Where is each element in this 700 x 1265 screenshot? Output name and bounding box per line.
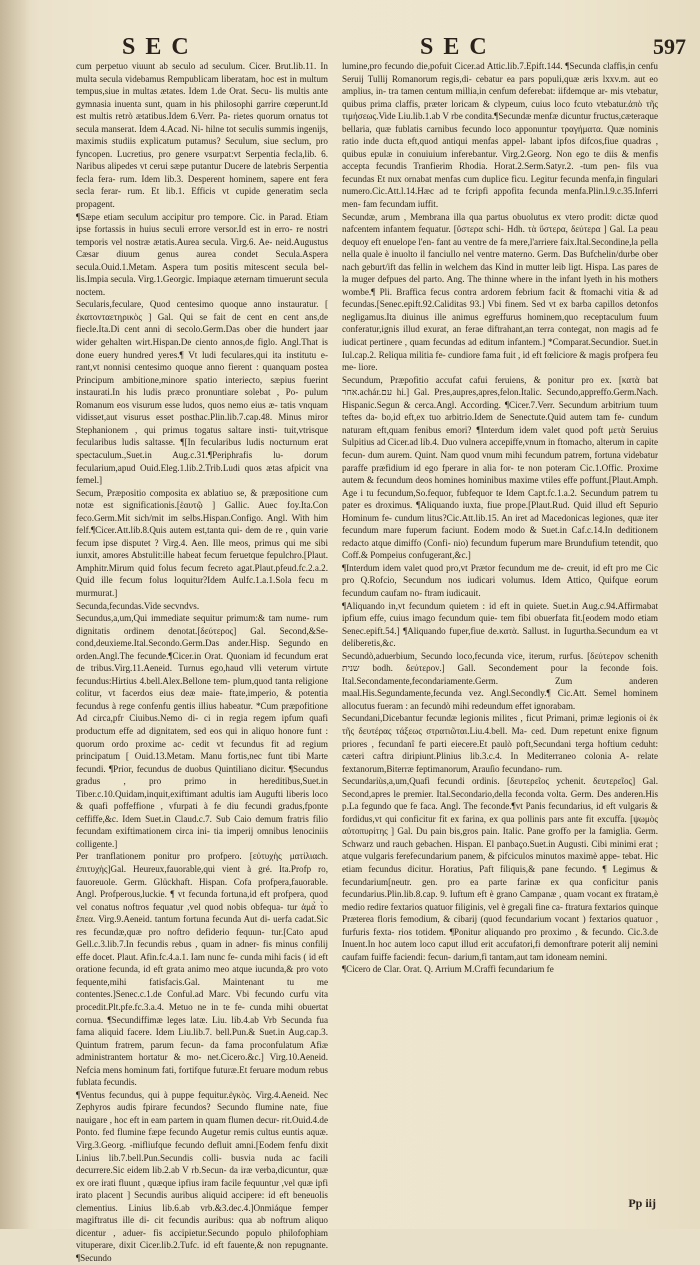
entry-paragraph: Secundò,aduerbium, Secundo loco,fecunda vice, iterum, rurfus. [δεύτερον schenith שנית bodh. δεύτερον.] Gall. Secondement pour la feconde fois. Ital.Secondamente,fecondariamente.Germ. Zum anderen maal.His.Segundamente,fecunda vez. Angl.Secondly.¶ Cic.Att. Semel hominem allocutus fueram : an fecundò mihi redeundum effet ignorabam. bbox=[342, 650, 658, 711]
page-number: 597 bbox=[653, 34, 686, 59]
entry-paragraph: Secundæ, arum , Membrana illa qua partus obuolutus ex vtero prodit: dictæ quod nafcentem infantem fequatur. [ὕστερα schi- Hdh. τὰ ὕστερα, δεύτερα ] Gal. La peau dequoy eft enuelope l'en- fant au ventre de fa mere,l'arriere faix.Ital.Secondine,la pella nella quale è inuolto il fanciullo nel ventre materno. Germ. Das Bufchelin/durbe ober nach geburt/ift das fellin in welchem das Kind in mutter leib ligt. Hispa. Las pares de la muger defpues del parto. Ang. The thinne where in the infant lyeth in his mothers wombe.¶ Pli. Braffica fecus contra ardorem febrium facit & ftomachi vitia & ad fecundas.[Senec.epift.92.Caliditas 93.] Vbi finem. Sed vt ex barba capillos detonfos negligamus.Ita diuinus ille animus egreffurus hominem,quo receptaculum fuum conferatur,ignis illud exurat, an ferae diftrahant,an terra contegat, non magis ad fe iudicat pertinere , quam fecundas ad editum infantem.] *Comparat.Secundior. Suet.in Iul.cap.2. Reliqua militia fe- cundiore fama fuit , id eft fœliciore & magis profpera feu me- liore. bbox=[342, 211, 658, 373]
entry-paragraph: ¶Ventus fecundus, qui à puppe fequitur.ἐγκὸς. Virg.4.Aeneid. Nec Zephyros audis fpirare fecundos? Secundo flumine nate, fiue nauigare , hoc eft in eam partem in quam flumen decur- rit.Ouid.4.de Ponto. fed flumine fæpe fecundo Augetur remis cultus euntis aquæ. Virg.3.Georg. -mifliufque fecundo defluit amni.[Eodem fenfu dixit Linius lib.7.bell.Pun.Secundis colli- busvia nuda ac facili decurrere.Sic eidem lib.2.ab V rb.Secun- da iræ verba,dicuntur, quæ ex ore irati fluunt , quæque ipfius iram facile fequuntur ,vel quæ ipfi irato placent ] Secundis auribus aliquid accipere: id eft beneuolis clementius. Linius lib.6.ab vrb.&3.dec.4.]Onmiáque femper magiftratus ille di- cit fecundis auribus: qua ab noftrum aliquo dicentur , aduer- fis accipietur.Secundo populo philofophiam vituperare, dixit Cicer.lib.2.Tufc. id eft fauente,& non repugnante. ¶Secundo bbox=[76, 1089, 328, 1263]
entry-paragraph: Secundariùs,a,um,Quafi fecundi ordinis. [δευτερεῖος ychenit. δευτερεῖος] Gal. Second,apres le premier. Ital.Secondario,della feconda volta. Germ. Des anderen.His p.La fegundo que fe faca. Angl. The feconde.¶vt Panis fecundarius, id eft vulgaris & fordidus,vt qui conficitur fit ex farina, ex qua pollinis pars ante fit excuffa. [ψωμὸς αὐτοπυρίτης ] Gal. Du pain bis,gros pain. Italic. Pane groffo per la famiglia. Germ. Schwarz und rauch gebachen. Hispan. El panbaço.Suet.in Augusti. Cibi minimi erat ; atque vulgaris ferefecundarium panem, & pifciculos minutos maximè appe- tebat. Hic etiam fecundus dicitur. Horatius, Paft filiquis,& pane fecundo. ¶ Legimus & fecundarium[neutr. gen. pro ea parte farinæ ex qua conficitur panis fecundarius.Plin.lib.8.cap. 9. Iuftum eft è grano Campanæ , quam vocant ex ftratam,è medio redire fextarios quatuor filiginis, vel è gregali fine ca- ftratura fextarios quinque Præterea floris femodium, & cibarij (quod fecundarium vocant ) fextarios quatuor , furfuris fexta- rios totidem. ¶Ponitur aliquando pro proximo , & fecundo. Cic.3.de Inuent.In hoc autem loco caput illud erit accufatori,fi demonftrare poterit alij nemini caufam fuiffe faciendi: fecun- darium,fi tantam,aut tam idoneam nemini. bbox=[342, 776, 658, 962]
entry-paragraph: lumine,pro fecundo die,pofuit Cicer.ad Attic.lib.7.Epift.144. ¶Secunda claffis,in cenfu Seruij Tullij Romanorum regis,di- cebatur ea pars populi,quæ æris lxxv.m. aut eo amplius, in- tra tamen centum millia,in cenfum deferebat: iifdemque ar- mis vtebatur, quibus prima claffis, præter loricam & clypeum, cuius loco fcuto vtebatur.ἀπὸ τῆς τιμήσεως.Vide Liu.lib.1.ab V rbe condita.¶Secundæ menfæ dicuntur fructus,cæteraque bellaria, quæ fublatis carnibus fecundo loco apponuntur τραγήματα. Quæ nominis ratio inde ducta eft,quod antiqui menfas appel- labant ipfos difcos,fiue quadras , quibus epulæ in conuiuium inferebantur. Virg.2.Georg. Non ego te diis & menfis accepta fecundis Tranfierim Rhodia. Horat.2.Serm.Satyr.2. -tum pen- fils vua fecundas Et nux ornabat menfas cum duplice ficu. Legitur fecunda menfa,in fingulari numero.Cic.Att.l.14.Hæc ad te fcripfi appofita fecunda menfa.Plin.l.9.c.35.Inferri men- fam fecundam iuffit. bbox=[342, 61, 658, 210]
entry-paragraph: Per tranflationem ponitur pro profpero. [εὐτυχὴς ματίλιαch. ἐπιτυχὴς]Gal. Heureux,fauorable,qui vient à gré. Ita.Profp ro, fauoreuole. Germ. Glückhaft. Hispan. Cofa profpera,fauorable. Angl. Profperous,luckie. ¶ vt fecunda fortuna,id eft profpera, quod vel conatus noftros fequatur ,vel quod nobis obfequa- tur ἀμὰ̀ τ̀ο ἕπεα. Virg.9.Aeneid. tantum fortuna fecunda Aut di- uerfa cadat.Sic res fecundæ,quæ pro noftro defiderio fequun- tur.[Cato apud Gell.c.3.lib.7.In fecundis rebus , quam in adner- fis minus confilij effe docet. Plaut. Afin.fc.4.a.1. Iam nunc fe- cunda mihi facis ( id eft oratione fecunda, id eft grata animo meo atque iucunda,& pro voto fequente,mihi fatisfacis.Gal. Maintenant tu me contentes.]Senec.c.1.de Conful.ad Marc. Vbi fecundo curfu vita procedit.Plt.pfe.fc.3.a.4. Metuo ne in te fe- cunda mihi obuertat cornua. ¶Secundiffimæ leges latæ. Liu. lib.4.ab Vrb Secunda fua fama aliquid facere. Idem Liu.lib.7. bell.Pun.& Suet.in Aug.cap.3. Quintum fratrem, parum fecun- da fama proconfulatum Afiæ administrantem hortatur & mo- net.Cicero.&c.] Virg.10.Aeneid. Nefcia mens hominum fati, fortifque futuræ.Et feruare modum rebus fublata fecundis. bbox=[76, 851, 328, 1088]
entry-paragraph: ¶Aliquando in,vt fecundum quietem : id eft in quiete. Suet.in Aug.c.94.Affirmabat ipfium effe, cuius imago fecundum quie- tem fibi obuerfata fit.[eodem modo etiam Senec.epift.54.] ¶Aliquando fuper,fiue de.κατὰ. Sallust. in Iugurtha.Secundum ea vt deliberetis,&c. bbox=[342, 600, 658, 649]
running-head-left: SEC bbox=[122, 34, 199, 60]
entry-paragraph: Secunda,fecundas.Vide secvndvs. bbox=[76, 600, 200, 611]
entry-paragraph: Secundum, Præpofitio accufat cafui feruiens, & ponitur pro ex. [κατὰ bat אחר.achár.עם hi.] Gal. Pres,aupres,apres,felon.Italic. Secundo,appreffo.Germ.Nach. Hispanic.Segun & cerca.Angl. According. ¶Cicer.7.Verr. Secundum arbitrium tuum teftes da- bo,id eft,ex tuo arbitrio.Idem de Senectute.Quid autem tam fe- cundum naturam eft,quam fenibus emori? ¶Interdum idem valet quod poft μετὰ Seruius Sulpitius ad Cicer.ad lib.4. Duo vulnera accepiffe,vnum in ftomacho, alterum in capite fecun- dum aurem. Quint. Nam quod vnum mihi fecundum patrem, fortuna videbatur paraffe præfidium id ego fperare in alia for- te non poteram Cic.1.Offic. Proxime autem & fecundum deos homines hominibus maxime vtiles effe poffunt.[Plaut.Amph. Age i tu fecundum,So.fequor, fubfequor te Idem Capt.fc.1.a.2. Secundum patrem tu pater es droximus. ¶Aliquando iuxta, fiue prope.[Plaut.Rud. Quid illud eft Sepurio Hominum fe- cundum litus?Cic.Att.lib.15. An iret ad Macedonicas legiones, quæ iter fecundum mare fuperum faciunt. Eodem modo & Suet.in Caf.c.14.In deditionem redacto atque dimiffo (Confi- nio) fecundum fuperum mare Brundufium tetendit, quo Coff.& Pompeius confugerant,&c.] bbox=[342, 374, 658, 561]
entry-paragraph: Secundani,Dicebantur fecundæ legionis milites , ficut Primani, primæ legionis οἱ ἐκ τῆς δευτέρας τάξεως στρατιῶται.Liu.4.bell. Ma- ced. Dum repetunt enixe fignum priores , fecundanî fe parti eiecere.Et paulò poft,Secundani terga hoftium ceduht: cæteri caftra diripiunt.Plinius lib.3.c.4. In Mediterraneo colonia A- relate fextanorum,Biterræ feptimanorum, Arauſio fecundano- rum. bbox=[342, 713, 658, 774]
entry-paragraph: ¶Interdum idem valet quod pro,vt Prætor fecundum me de- creuit, id eft pro me Cic pro Q.Rofcio, Secundum nos iudicari volumus. Idem Attico, Quifque eorum fecundum caufam no- ftram iudicauit. bbox=[342, 562, 658, 598]
gutter-shadow bbox=[0, 0, 30, 1229]
left-column bbox=[76, 60, 328, 1263]
entry-paragraph: Secum, Præpositio composita ex ablatiuo se, & præpositione cum notæ est significationis.[ἑαυτῷ ] Gallic. Auec foy.Ita.Con feco.Germ.Mit sich/mit im selbs.Hispan.Configo. Angl. With him felf.¶Cicer.Att.lib.8.Quis autem est,tanta qui- dem de re , quin varie fecum ipse disputet ? Virg.4. Aen. Ille meos, primus qui me sibi iunxit, amores Abstulit:ille habeat fecum feruetque fepulchro.[Plaut. Amphitr.Mirum quid folus fecum fecreto agat.Plaut.pfeud.fc.2.a.2. Quid ille fecum folus loquitur?Idem Aulfc.1.a.1.Sola fecu m murmurat.] bbox=[76, 487, 328, 598]
entry-paragraph: Secundus,a,um,Qui immediate sequitur primum:& tam nume- rum dignitatis ordinem denotat.[δεύτερος] Gal. Second,&Se- cond,deuxieme.Ital.Secondo.Germ.Das ander.Hisp. Segundo en orden.Angl.The fecunde.¶Cicer.in Orat. Quoniam id fecundum erat de tribus.Virg.11.Aeneid. Turnus ego,haud vlli veterum virtute fecundus:Hirtius 4.bell.Alex.Bellone tem- plum,quod tanta religione colitur, vt facerdos eius deæ maie- ftate,imperio, & potentia fecundus à rege confenfu gentis illius habeatur. *Cum præpofitione Ad circa,pfr Ciuibus.Nemo di- ci in regia regem ipfum quafi productum effe ad dignitatem, sed eos qui in aliquo honore funt : quorum ordo proxime ac- cedit vt fecundus fit ad regium principatum [ Ouid.13.Metam. Manu fortis,nec funt tibi Marte fecundi. ¶Prior, fecundus de duobus Quintiliano dicitur. ¶Secundus gradus , pro primo in hereditibus,Suet.in Tiber.c.10.Quidam,inquit,exiftimant adultis iam Augufti liberis loco & quafi poffeffione , vfurpati à fe diu fecundi gradus,fponte ceffiffe,&c. Idem Suet.in Claud.c.7. Sub Caio demum fratris filio fecundam exiftimationem circa ini- tia imperij omnibus lenociniis colligente.] bbox=[76, 613, 328, 849]
right-column bbox=[342, 60, 658, 1190]
entry-paragraph: cum perpetuo viuunt ab seculo ad seculum. Cicer. Brut.lib.11. In multa secula videbamus Rempublicam liberatam, hoc est in multum tempus,siue in multas ætates. Idem 1.de Orat. Secu- lis multis ante gymnasia inuenta sunt, quam in his philosophi garrire cœperunt.Id est multis retrò ætatibus.Idem 6.Verr. Pa- rietes quorum ornatus tot secula manserat. Idem 4.Acad. Ni- hilne tot seculis summis ingenijs, maximis studiis explicatum putamus? Seculum, siue seclum, pro fyncopen. Lucretius, pro genere vsurpat:vt Serpentia fecla,lib. 6. Naribus alipedes vt cerui sæpe putantur Ducere de latebris Serpentia fecla fera- rum. Idem lib.3. Desperent hominem, sapere ent fera secla ferar- rum. Et lib.1. Efficis vt cupide generatim secla propagent. bbox=[76, 61, 328, 210]
signature-mark: Pp iij bbox=[628, 1196, 656, 1210]
running-head-right: SEC bbox=[420, 34, 497, 60]
entry-paragraph: ¶Cicero de Clar. Orat. Q. Arrium M.Craffi fecundarium fe bbox=[342, 964, 554, 975]
entry-paragraph: ¶Sæpe etiam seculum accipitur pro tempore. Cic. in Parad. Etiam ipse fortassis in huius seculi errore versor.Id est in erro- re nostri temporis vel nostræ ætatis.Aurea secula. Virg.6. Ae- neid.Augustus Cæsar diuum genus aurea condet Secula.Aspera secula.Ouid.1.Metam. Aspera tum positis mitescent secula bel- lis.Impia secula. Virg.1.Georgic. Impiaque æternam timuerunt secula noctem. bbox=[76, 211, 328, 297]
entry-paragraph: Secularis,feculare, Quod centesimo quoque anno instauratur. [ ἐκατονταετηρικὸς ] Gal. Qui se fait de cent en cent ans,de fiecle.Ita.Di cent anni di secolo.Germ.Das ober die hundert jaar wider gehalten wirt.Hispan.De ciento annos,de figlo. Angl.That is done euery hundred yeres.¶ Vt ludi feculares,qui ita institutu e- rant,vt nonnisi centesimo quoque anno fierent : quanquam postea Principum ambitione,minore spatio interiecto, sæpius fuerint instaurati.In his ludis præco pronuntiare solebat , Po- pulum Romanum eos visurum esse ludos, quos nemo eius æ- tatis vnquam vidisset,aut visurus esset posthac.Plin.lib.7.cap.48. Minus miror Stephanionem , qui primus togatus saltare insti- tuit,vtrisque fecularibus ludis saltasse. ¶[In fecularibus ludis nocturnum erat spectaculum.,Suet.in Aug.c.31.¶Periphrafis lu- dorum fecularium,apud Ouid.Eleg.1.lib.2.Trib.Ludi quos ætas afpicit vna femel.] bbox=[76, 299, 328, 486]
